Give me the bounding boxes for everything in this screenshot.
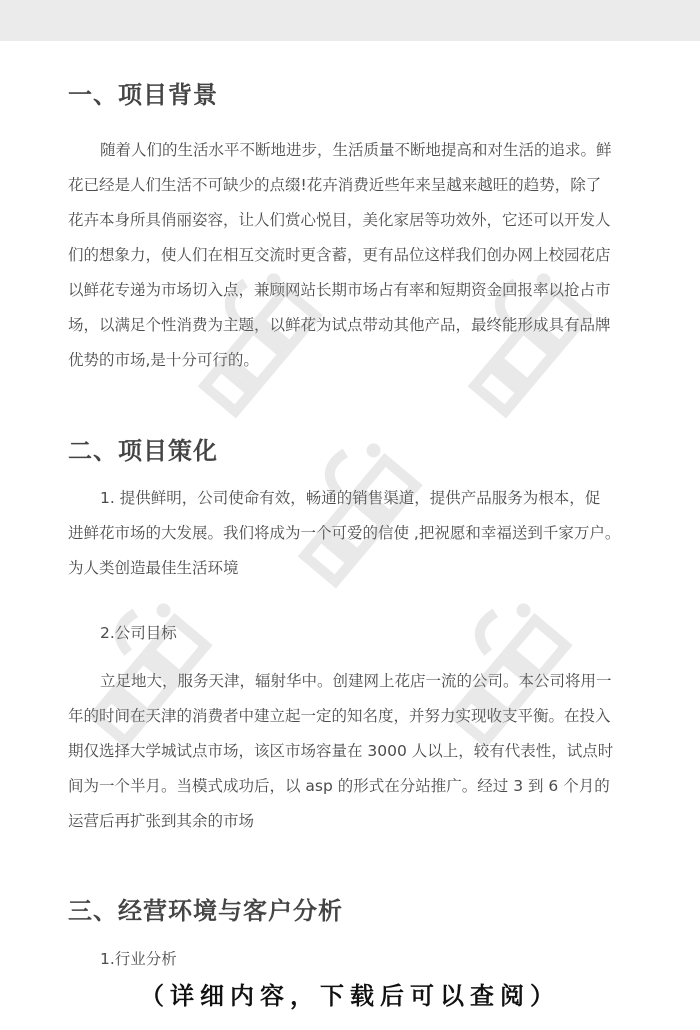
download-notice: （详细内容，下载后可以查阅） <box>140 982 560 1010</box>
section-heading-background: 一、项目背景 <box>68 81 218 109</box>
paragraph-line: 运营后再扩张到其余的市场 <box>68 812 255 830</box>
paragraph-line: 1. 提供鲜明，公司使命有效，畅通的销售渠道，提供产品服务为根本，促 <box>100 489 601 507</box>
paragraph-line: 立足地大，服务天津，辐射华中。创建网上花店一流的公司。本公司将用一 <box>100 672 612 690</box>
document-page <box>0 41 700 1030</box>
paragraph-line: 优势的市场,是十分可行的。 <box>68 351 259 369</box>
paragraph-line: 为人类创造最佳生活环境 <box>68 559 239 577</box>
section-heading-planning: 二、项目策化 <box>68 437 218 465</box>
paragraph-line: 年的时间在天津的消费者中建立起一定的知名度，并努力实现收支平衡。在投入 <box>68 707 611 725</box>
paragraph-line: 花已经是人们生活不可缺少的点缀!花卉消费近些年来呈越来越旺的趋势，除了 <box>68 176 602 194</box>
paragraph-line: 们的想象力，使人们在相互交流时更含蓄，更有品位这样我们创办网上校园花店 <box>68 246 611 264</box>
paragraph-line: 进鲜花市场的大发展。我们将成为一个可爱的信使 ,把祝愿和幸福送到千家万户。 <box>68 524 621 542</box>
section-heading-environment: 三、经营环境与客户分析 <box>68 897 343 925</box>
paragraph-line: 以鲜花专递为市场切入点，兼顾网站长期市场占有率和短期资金回报率以抢占市 <box>68 281 611 299</box>
paragraph-line: 期仅选择大学城试点市场，该区市场容量在 3000 人以上，较有代表性，试点时 <box>68 742 614 760</box>
paragraph-line: 间为一个半月。当模式成功后，以 asp 的形式在分站推广。经过 3 到 6 个月的 <box>68 777 610 795</box>
subheading-industry-analysis: 1.行业分析 <box>100 950 177 968</box>
paragraph-line: 场，以满足个性消费为主题，以鲜花为试点带动其他产品，最终能形成具有品牌 <box>68 316 611 334</box>
paragraph-line: 花卉本身所具俏丽姿容，让人们赏心悦目，美化家居等功效外，它还可以开发人 <box>68 211 611 229</box>
section2-paragraph2 <box>68 664 638 839</box>
subheading-company-goal: 2.公司目标 <box>100 624 177 642</box>
paragraph-line: 随着人们的生活水平不断地进步，生活质量不断地提高和对生活的追求。鲜 <box>100 141 612 159</box>
top-gray-band <box>0 0 700 41</box>
section1-paragraph <box>68 133 638 378</box>
section2-paragraph1 <box>68 481 638 586</box>
